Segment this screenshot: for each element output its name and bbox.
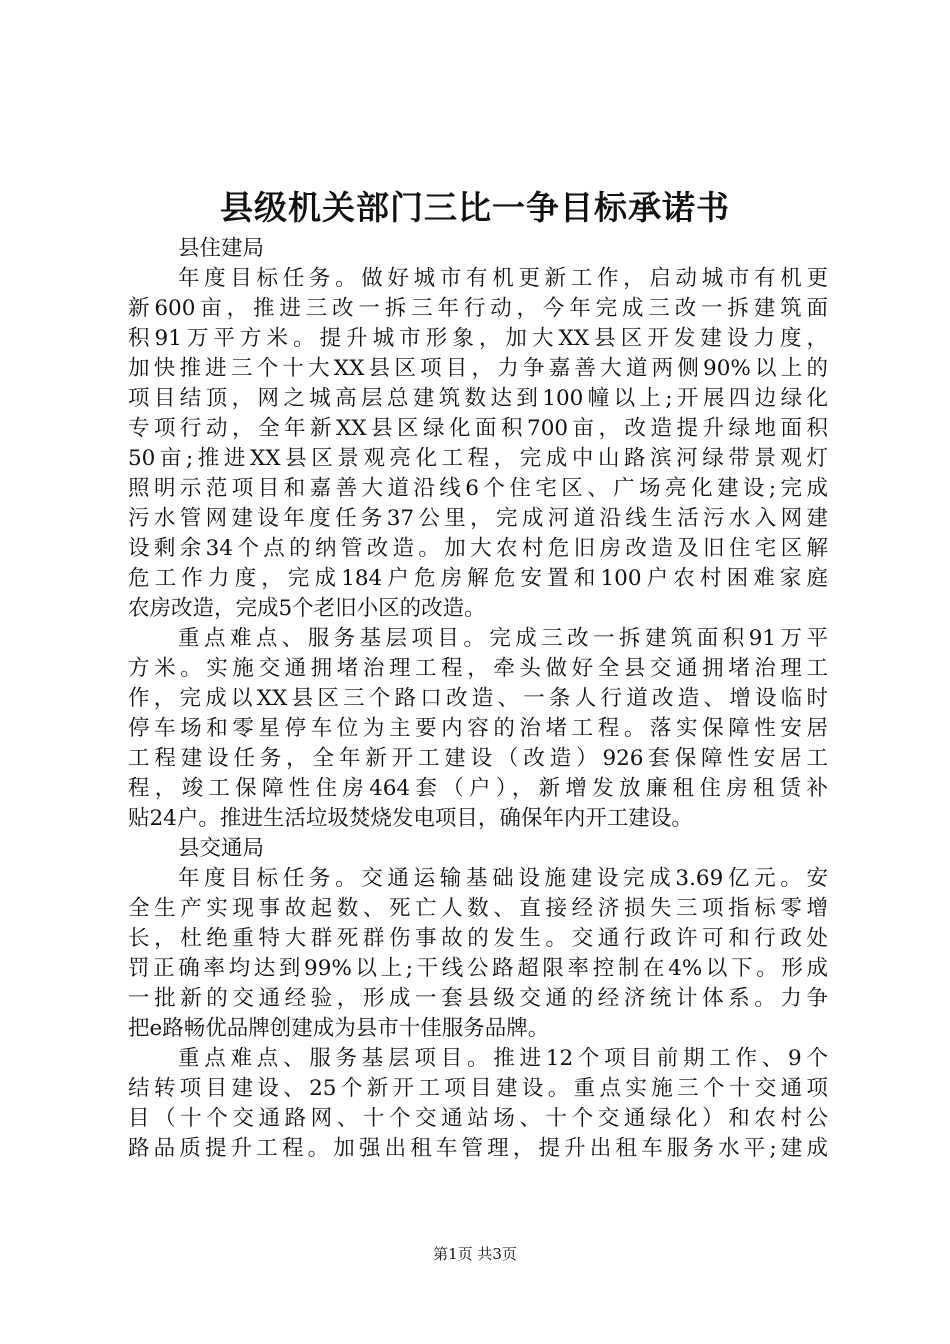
body-line: 加快推进三个十大XX县区项目，力争嘉善大道两侧90%以上的 (128, 356, 828, 381)
body-line: 重点难点、服务基层项目。完成三改一拆建筑面积91万平 (178, 626, 828, 651)
body-line: 全生产实现事故起数、死亡人数、直接经济损失三项指标零增 (128, 896, 828, 921)
body-line: 项目结顶，网之城高层总建筑数达到100幢以上;开展四边绿化 (128, 386, 828, 411)
body-line: 农房改造，完成5个老旧小区的改造。 (128, 596, 486, 621)
body-line: 年度目标任务。做好城市有机更新工作，启动城市有机更 (178, 266, 828, 291)
body-line: 方米。实施交通拥堵治理工程，牵头做好全县交通拥堵治理工 (128, 656, 828, 681)
body-line: 结转项目建设、25个新开工项目建设。重点实施三个十交通项 (128, 1076, 828, 1101)
body-line: 专项行动，全年新XX县区绿化面积700亩，改造提升绿地面积 (128, 416, 828, 441)
body-line: 50亩;推进XX县区景观亮化工程，完成中山路滨河绿带景观灯 (128, 446, 828, 471)
body-line: 污水管网建设年度任务37公里，完成河道沿线生活污水入网建 (128, 506, 828, 531)
body-line: 危工作力度，完成184户危房解危安置和100户农村困难家庭 (128, 566, 828, 591)
body-line: 把e路畅优品牌创建成为县市十佳服务品牌。 (128, 1016, 550, 1041)
body-line: 工程建设任务，全年新开工建设（改造）926套保障性安居工 (128, 746, 828, 771)
page-footer: 第1页 共3页 (433, 1245, 517, 1263)
document-body (128, 234, 828, 1164)
body-line: 积91万平方米。提升城市形象，加大XX县区开发建设力度， (128, 326, 828, 351)
body-line: 路品质提升工程。加强出租车管理，提升出租车服务水平;建成 (128, 1136, 828, 1161)
body-line: 一批新的交通经验，形成一套县级交通的经济统计体系。力争 (128, 986, 828, 1011)
body-line: 停车场和零星停车位为主要内容的治堵工程。落实保障性安居 (128, 716, 828, 741)
body-line: 贴24户。推进生活垃圾焚烧发电项目，确保年内开工建设。 (128, 806, 693, 831)
body-line: 作，完成以XX县区三个路口改造、一条人行道改造、增设临时 (128, 686, 828, 711)
section-heading-housing: 县住建局 (178, 236, 265, 261)
body-line: 目（十个交通路网、十个交通站场、十个交通绿化）和农村公 (128, 1106, 828, 1131)
body-line: 新600亩，推进三改一拆三年行动，今年完成三改一拆建筑面 (128, 296, 828, 321)
body-line: 照明示范项目和嘉善大道沿线6个住宅区、广场亮化建设;完成 (128, 476, 828, 501)
document-title: 县级机关部门三比一争目标承诺书 (220, 188, 730, 227)
body-line: 罚正确率均达到99%以上;干线公路超限率控制在4%以下。形成 (128, 956, 828, 981)
body-line: 年度目标任务。交通运输基础设施建设完成3.69亿元。安 (178, 866, 828, 891)
body-line: 重点难点、服务基层项目。推进12个项目前期工作、9个 (178, 1046, 828, 1071)
section-heading-transport: 县交通局 (178, 836, 265, 861)
body-line: 长，杜绝重特大群死群伤事故的发生。交通行政许可和行政处 (128, 926, 828, 951)
body-line: 程，竣工保障性住房464套（户），新增发放廉租住房租赁补 (128, 776, 828, 801)
body-line: 设剩余34个点的纳管改造。加大农村危旧房改造及旧住宅区解 (128, 536, 828, 561)
